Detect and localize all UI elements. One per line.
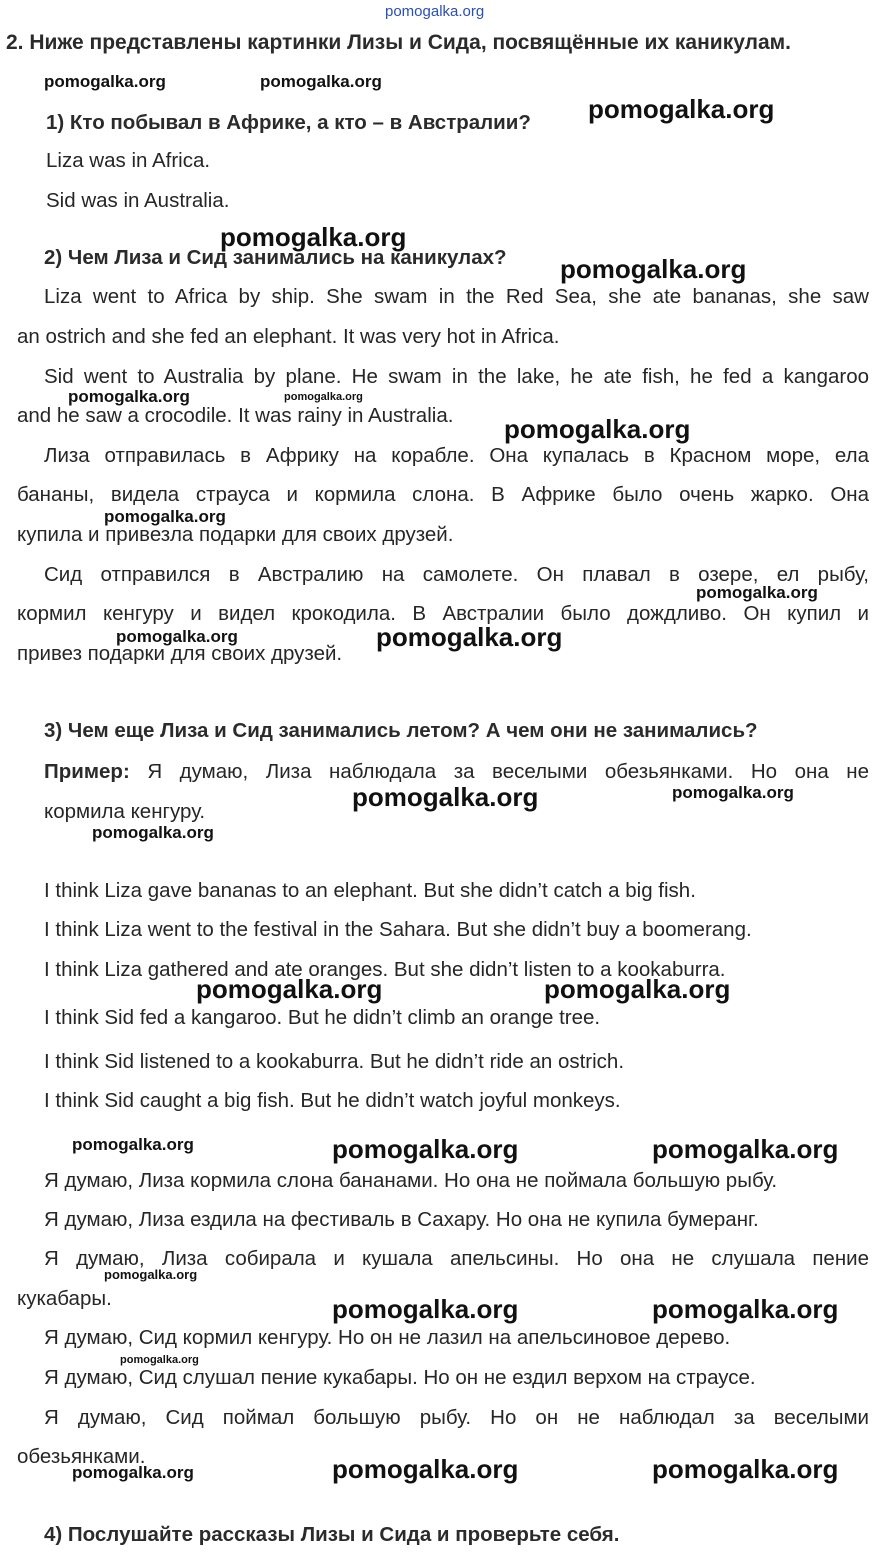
watermark: pomogalka.org (44, 72, 166, 91)
q1-answer-sid: Sid was in Australia. (46, 189, 230, 212)
q2-en-liza-line2: an ostrich and she fed an elephant. It was very hot in Africa. (17, 325, 560, 348)
q3-en-line: I think Liza went to the festival in the Sahara. But she didn’t buy a boomerang. (44, 918, 752, 941)
task-heading: 2. Ниже представлены картинки Лизы и Сида, посвящённые их каникулам. (6, 31, 792, 54)
watermark: pomogalka.org (696, 583, 818, 602)
q2-en-sid-line2: and he saw a crocodile. It was rainy in Australia. (17, 404, 454, 427)
watermark: pomogalka.org (104, 1267, 198, 1282)
q3-ru-line: кукабары. (17, 1287, 112, 1310)
q3-ru-line: Я думаю, Сид поймал большую рыбу. Но он не наблюдал за веселыми (44, 1406, 869, 1429)
watermark: pomogalka.org (588, 94, 775, 124)
q2-ru-liza-line1: Лиза отправилась в Африку на корабле. Она купалась в Красном море, ела (44, 444, 869, 467)
watermark: pomogalka.org (332, 1294, 519, 1324)
watermark: pomogalka.org (260, 72, 382, 91)
watermark: pomogalka.org (352, 782, 539, 812)
watermark: pomogalka.org (72, 1463, 194, 1482)
watermark: pomogalka.org (284, 391, 363, 403)
q3-ru-line: Я думаю, Сид слушал пение кукабары. Но он не ездил верхом на страусе. (44, 1366, 756, 1389)
top-site-watermark: pomogalka.org (385, 3, 485, 20)
q3-en-line: I think Sid caught a big fish. But he didn’t watch joyful monkeys. (44, 1089, 621, 1112)
q1-title: 1) Кто побывал в Африке, а кто – в Австралии? (46, 111, 531, 134)
q3-ru-line: Я думаю, Лиза ездила на фестиваль в Сахару. Но она не купила бумеранг. (44, 1208, 759, 1231)
watermark: pomogalka.org (652, 1294, 839, 1324)
q2-ru-liza-line2: бананы, видела страуса и кормила слона. В Африке было очень жарко. Она (17, 483, 869, 506)
watermark: pomogalka.org (544, 974, 731, 1004)
q2-ru-liza-line3: купила и привезла подарки для своих друзей. (17, 523, 454, 546)
watermark: pomogalka.org (116, 627, 238, 646)
watermark: pomogalka.org (652, 1134, 839, 1164)
watermark: pomogalka.org (560, 254, 747, 284)
watermark: pomogalka.org (376, 622, 563, 652)
q4-title: 4) Послушайте рассказы Лизы и Сида и проверьте себя. (44, 1523, 620, 1546)
watermark: pomogalka.org (68, 387, 190, 406)
q3-en-line: I think Liza gathered and ate oranges. But she didn’t listen to a kookaburra. (44, 958, 726, 981)
watermark: pomogalka.org (104, 507, 226, 526)
q2-en-liza-line1: Liza went to Africa by ship. She swam in the Red Sea, she ate bananas, she saw (44, 285, 869, 308)
q3-example-line2: кормила кенгуру. (44, 800, 206, 823)
q2-title: 2) Чем Лиза и Сид занимались на каникулах? (44, 246, 507, 269)
watermark: pomogalka.org (92, 823, 214, 842)
q2-en-sid-line1: Sid went to Australia by plane. He swam in the lake, he ate fish, he fed a kangaroo (44, 365, 869, 388)
watermark: pomogalka.org (196, 974, 383, 1004)
watermark: pomogalka.org (504, 414, 691, 444)
q3-example-label: Пример: (44, 760, 130, 783)
q3-title: 3) Чем еще Лиза и Сид занимались летом? А чем они не занимались? (44, 719, 758, 742)
q3-ru-line: Я думаю, Сид кормил кенгуру. Но он не лазил на апельсиновое дерево. (44, 1326, 731, 1349)
watermark: pomogalka.org (672, 783, 794, 802)
q2-ru-sid-line1: Сид отправился в Австралию на самолете. Он плавал в озере, ел рыбу, (44, 563, 869, 586)
watermark: pomogalka.org (72, 1135, 194, 1154)
watermark: pomogalka.org (220, 222, 407, 252)
watermark: pomogalka.org (332, 1454, 519, 1484)
q3-ru-line: Я думаю, Лиза кормила слона бананами. Но она не поймала большую рыбу. (44, 1169, 778, 1192)
q3-ru-line: обезьянками. (17, 1445, 146, 1468)
q1-answer-liza: Liza was in Africa. (46, 149, 211, 172)
q3-en-line: I think Sid listened to a kookaburra. But he didn’t ride an ostrich. (44, 1050, 625, 1073)
q2-ru-sid-line3: привез подарки для своих друзей. (17, 642, 343, 665)
q3-en-line: I think Sid fed a kangaroo. But he didn’t climb an orange tree. (44, 1006, 601, 1029)
watermark: pomogalka.org (120, 1354, 199, 1366)
q3-en-line: I think Liza gave bananas to an elephant. But she didn’t catch a big fish. (44, 879, 696, 902)
q3-example-text: Я думаю, Лиза наблюдала за веселыми обезьянками. Но она не (147, 760, 869, 783)
q2-ru-sid-line2: кормил кенгуру и видел крокодила. В Австралии было дождливо. Он купил и (17, 602, 869, 625)
watermark: pomogalka.org (332, 1134, 519, 1164)
q3-ru-line: Я думаю, Лиза собирала и кушала апельсины. Но она не слушала пение (44, 1247, 869, 1270)
watermark: pomogalka.org (652, 1454, 839, 1484)
